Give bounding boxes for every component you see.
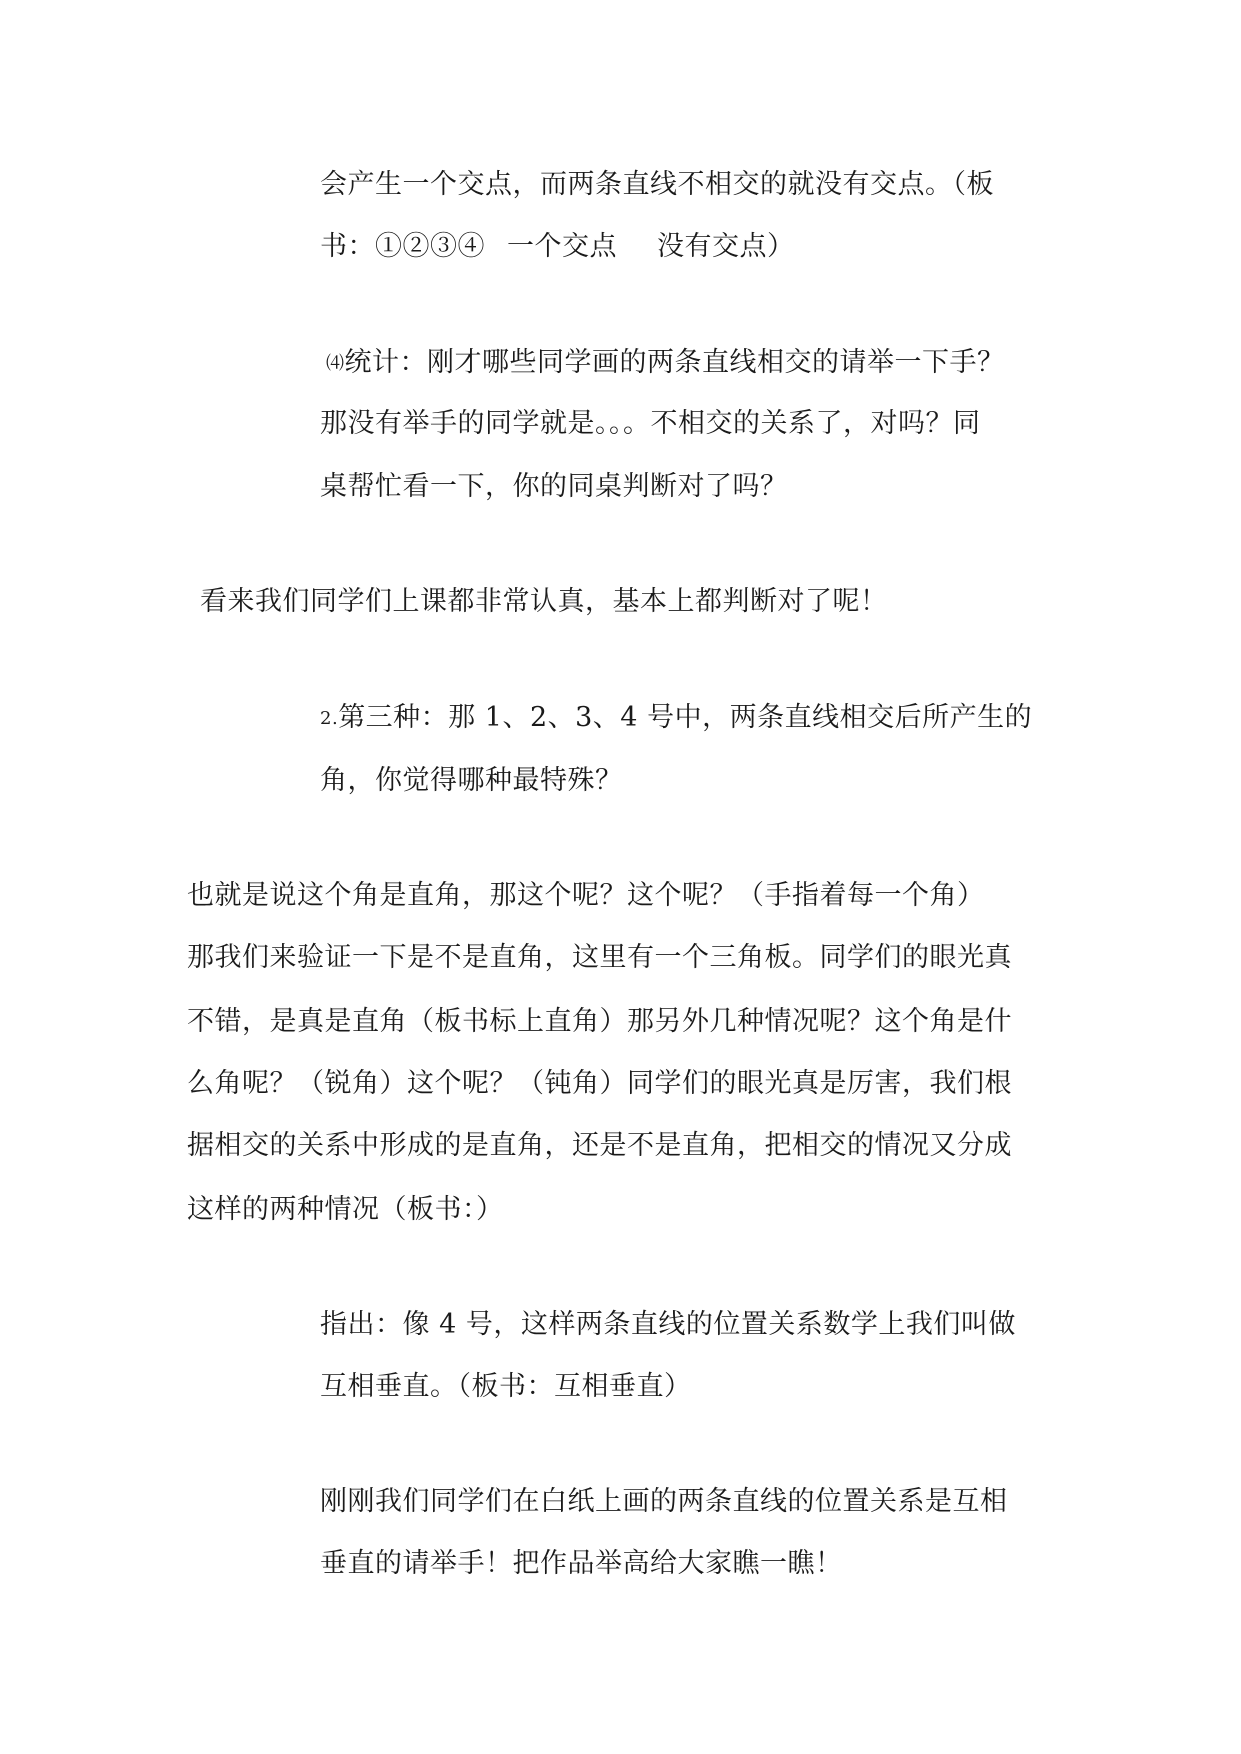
paragraph-1-line-2 [320,229,795,265]
paragraph-6-line-2: 互相垂直。（板书：互相垂直） [320,1371,692,1402]
board-numbers: 书：①②③④ [320,231,485,262]
paragraph-5-line-5: 据相交的关系中形成的是直角，还是不是直角，把相交的情况又分成 [187,1130,1012,1161]
paragraph-6-line-1: 指出：像 4 号，这样两条直线的位置关系数学上我们叫做 [320,1309,1016,1340]
one-intersection-text: 一个交点 [507,231,617,262]
paragraph-4-line-2: 角，你觉得哪种最特殊？ [320,765,623,796]
no-intersection-text: 没有交点） [657,231,795,262]
paragraph-5-line-2: 那我们来验证一下是不是直角，这里有一个三角板。同学们的眼光真 [187,942,1012,973]
paragraph-2-line-1 [326,345,1005,382]
paragraph-3-line-1: 看来我们同学们上课都非常认真，基本上都判断对了呢！ [200,586,888,617]
paragraph-5-line-3: 不错，是真是直角（板书标上直角）那另外几种情况呢？这个角是什 [187,1006,1012,1037]
paragraph-5-line-1: 也就是说这个角是直角，那这个呢？这个呢？（手指着每一个角） [187,880,985,911]
paragraph-2-line-2: 那没有举手的同学就是。。。不相交的关系了，对吗？同 [320,408,981,439]
paragraph-4-line-1-text: 第三种：那 1、2、3、4 号中，两条直线相交后所产生的 [338,702,1033,733]
paragraph-2-line-1-text: 统计：刚才哪些同学画的两条直线相交的请举一下手？ [344,347,1005,378]
paragraph-7-line-1: 刚刚我们同学们在白纸上画的两条直线的位置关系是互相 [320,1486,1008,1517]
paragraph-1-line-1: 会产生一个交点，而两条直线不相交的就没有交点。（板 [320,169,994,200]
paragraph-7-line-2: 垂直的请举手！把作品举高给大家瞧一瞧！ [320,1548,843,1579]
paragraph-5-line-6: 这样的两种情况（板书：） [187,1194,504,1225]
item-number-label: ⑷ [326,353,345,374]
section-number-label: 2. [320,708,339,729]
paragraph-2-line-3: 桌帮忙看一下，你的同桌判断对了吗？ [320,471,788,502]
paragraph-5-line-4: 么角呢？（锐角）这个呢？（钝角）同学们的眼光真是厉害，我们根 [187,1068,1012,1099]
paragraph-4-line-1 [320,700,1032,737]
